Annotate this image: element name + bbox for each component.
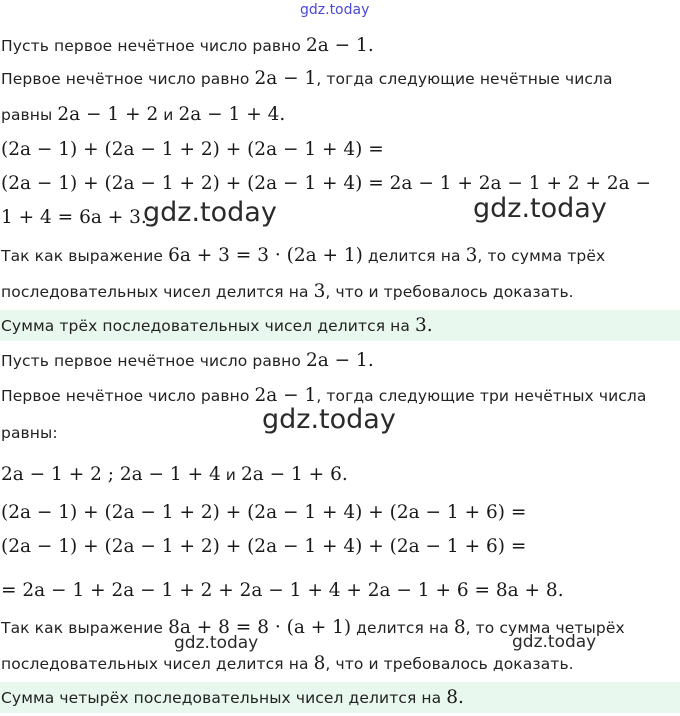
p2-line-4-text: и — [220, 466, 241, 484]
watermark-3: gdz.today — [262, 404, 396, 435]
p1-equation-3-math: 1 + 4 = 6a + 3. — [1, 207, 147, 228]
p2-line-1-text: Пусть первое нечётное число равно — [1, 352, 306, 370]
p2-line-1 — [0, 350, 680, 371]
p1-line-1-math: 2a − 1. — [306, 35, 374, 56]
p2-equation-1-math: (2a − 1) + (2a − 1 + 2) + (2a − 1 + 4) + (2a − 1 + 6) = — [1, 502, 527, 523]
p1-line-4-text-c: , то сумма трёх — [477, 247, 606, 265]
p1-line-3-text-b: и — [158, 106, 179, 124]
p2-line-5-math-b: 8 — [453, 617, 466, 638]
p1-line-5-math: 3 — [313, 281, 326, 302]
p2-equation-2 — [0, 536, 680, 557]
p2-line-6-math: 8 — [313, 653, 326, 674]
p1-line-2-text-a: Первое нечётное число равно — [1, 70, 255, 88]
p2-equation-2-math: (2a − 1) + (2a − 1 + 2) + (2a − 1 + 4) + (2a − 1 + 6) = — [1, 536, 527, 557]
p2-line-4-math-a: 2a − 1 + 2 ; 2a − 1 + 4 — [1, 464, 221, 485]
watermark-2: gdz.today — [473, 193, 607, 224]
p1-answer — [0, 310, 680, 341]
p2-answer — [0, 682, 680, 713]
p2-line-5-text-c: , то сумма четырёх — [465, 619, 625, 637]
p2-line-6 — [0, 653, 680, 674]
p2-line-4-math-b: 2a − 1 + 6. — [240, 464, 348, 485]
p2-line-1-math: 2a − 1. — [306, 350, 374, 371]
p2-line-2-text-b: , тогда следующие три нечётных числа — [316, 387, 647, 405]
watermark-4: gdz.today — [174, 633, 259, 653]
p2-line-6-text-b: , что и требовалось доказать. — [325, 655, 574, 673]
p1-line-4-text-b: делится на — [362, 247, 466, 265]
p2-answer-text: Сумма четырёх последовательных чисел делится на — [1, 689, 447, 707]
p2-equation-3-math: = 2a − 1 + 2a − 1 + 2 + 2a − 1 + 4 + 2a − 1 + 6 = 8a + 8. — [1, 580, 564, 601]
p1-line-4-text-a: Так как выражение — [1, 247, 169, 265]
p2-line-3-text: равны: — [1, 424, 58, 442]
p1-line-1-text: Пусть первое нечётное число равно — [1, 37, 306, 55]
p1-line-4-math-b: 3 — [465, 245, 478, 266]
p1-line-4-math: 6a + 3 = 3 · (2a + 1) — [168, 245, 363, 266]
watermark-5: gdz.today — [512, 632, 597, 652]
p1-answer-math: 3. — [415, 315, 433, 336]
p1-line-5-text-b: , что и требовалось доказать. — [325, 283, 574, 301]
p2-line-2 — [0, 385, 680, 406]
p1-line-4 — [0, 245, 680, 266]
p2-line-5-text-b: делится на — [351, 619, 454, 637]
p1-line-3-text-a: равны — [1, 106, 58, 124]
p2-equation-3 — [0, 580, 680, 601]
p1-equation-2-math: (2a − 1) + (2a − 1 + 2) + (2a − 1 + 4) = 2a − 1 + 2a − 1 + 2 + 2a − — [1, 173, 652, 194]
p1-line-5 — [0, 281, 680, 302]
p1-equation-1-math: (2a − 1) + (2a − 1 + 2) + (2a − 1 + 4) = — [1, 139, 384, 160]
p1-line-3 — [0, 104, 680, 125]
p2-line-2-text-a: Первое нечётное число равно — [1, 387, 255, 405]
p1-line-3-math-a: 2a − 1 + 2 — [57, 104, 159, 125]
p2-line-5-math: 8a + 8 = 8 · (a + 1) — [168, 617, 352, 638]
p2-answer-math: 8. — [446, 687, 464, 708]
watermark-top: gdz.today — [300, 2, 370, 18]
p1-line-1 — [0, 35, 680, 56]
p2-line-4 — [0, 464, 680, 485]
p1-line-2-text-b: , тогда следующие нечётные числа — [316, 70, 613, 88]
p1-line-3-math-b: 2a − 1 + 4. — [178, 104, 286, 125]
p2-line-6-text-a: последовательных чисел делится на — [1, 655, 314, 673]
watermark-1: gdz.today — [143, 197, 277, 228]
p1-equation-1 — [0, 139, 680, 160]
p2-line-2-math: 2a − 1 — [254, 385, 317, 406]
p2-equation-1 — [0, 502, 680, 523]
p1-line-5-text-a: последовательных чисел делится на — [1, 283, 314, 301]
p1-equation-2 — [0, 173, 680, 194]
p1-answer-text: Сумма трёх последовательных чисел делится на — [1, 317, 416, 335]
p1-line-2-math: 2a − 1 — [254, 68, 317, 89]
p2-line-5-text-a: Так как выражение — [1, 619, 169, 637]
p1-line-2 — [0, 68, 680, 89]
